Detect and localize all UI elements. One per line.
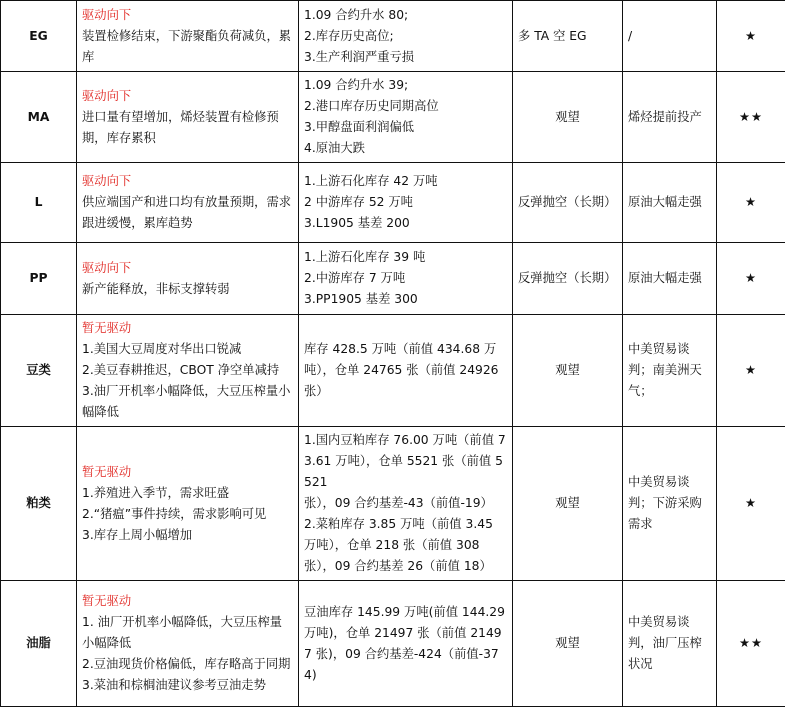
commodity-table-body — [1, 1, 785, 707]
logic-line: 3.油厂开机率小幅降低，大豆压榨量小幅降低 — [82, 381, 293, 423]
rating-stars: ★★ — [717, 72, 785, 163]
logic-line: 3.菜油和棕榈油建议参考豆油走势 — [82, 675, 293, 696]
driver-label: 暂无驱动 — [82, 462, 293, 483]
data-cell — [299, 315, 513, 427]
strategy-cell: 观望 — [513, 315, 623, 427]
driver-label: 暂无驱动 — [82, 591, 293, 612]
logic-line: 3.库存上周小幅增加 — [82, 525, 293, 546]
logic-cell — [77, 315, 299, 427]
strategy-cell: 观望 — [513, 72, 623, 163]
table-row — [1, 72, 785, 163]
risk-cell: 中美贸易谈判；南美洲天气； — [623, 315, 717, 427]
risk-cell: 原油大幅走强 — [623, 243, 717, 315]
rating-stars: ★★ — [717, 581, 785, 707]
risk-cell: 原油大幅走强 — [623, 163, 717, 243]
risk-cell: 中美贸易谈判；下游采购需求 — [623, 427, 717, 581]
logic-cell — [77, 427, 299, 581]
logic-line: 1.美国大豆周度对华出口锐减 — [82, 339, 293, 360]
data-line: 1.09 合约升水 80; — [304, 5, 507, 26]
rating-stars: ★ — [717, 243, 785, 315]
logic-line: 进口量有望增加，烯烃装置有检修预期，库存累积 — [82, 107, 293, 149]
data-line: 3.L1905 基差 200 — [304, 213, 507, 234]
logic-line: 2.美豆春耕推迟，CBOT 净空单减持 — [82, 360, 293, 381]
rating-stars: ★ — [717, 315, 785, 427]
risk-cell: 烯烃提前投产 — [623, 72, 717, 163]
commodity-name-cell: PP — [1, 243, 77, 315]
data-cell — [299, 1, 513, 72]
commodity-name-cell: MA — [1, 72, 77, 163]
commodity-name-cell: 粕类 — [1, 427, 77, 581]
data-line: 张），09 合约基差-43（前值-19） — [304, 493, 507, 514]
data-line: 2.中游库存 7 万吨 — [304, 268, 507, 289]
logic-line: 供应端国产和进口均有放量预期，需求跟进缓慢，累库趋势 — [82, 192, 293, 234]
data-line: 豆油库存 145.99 万吨(前值 144.29 万吨)，仓单 21497 张（前值 21497 张)，09 合约基差-424（前值-374) — [304, 602, 507, 686]
logic-line: 1.养殖进入季节，需求旺盛 — [82, 483, 293, 504]
driver-label: 驱动向下 — [82, 258, 293, 279]
strategy-cell: 反弹抛空（长期） — [513, 163, 623, 243]
table-row — [1, 315, 785, 427]
data-cell — [299, 163, 513, 243]
driver-label: 驱动向下 — [82, 86, 293, 107]
commodity-name-cell: L — [1, 163, 77, 243]
data-line: 2.菜粕库存 3.85 万吨（前值 3.45 万吨），仓单 218 张（前值 308 张），09 合约基差 26（前值 18） — [304, 514, 507, 577]
logic-cell — [77, 72, 299, 163]
logic-line: 新产能释放，非标支撑转弱 — [82, 279, 293, 300]
logic-cell — [77, 1, 299, 72]
strategy-cell: 观望 — [513, 427, 623, 581]
logic-cell — [77, 163, 299, 243]
data-line: 2.库存历史高位; — [304, 26, 507, 47]
logic-cell — [77, 243, 299, 315]
table-row — [1, 1, 785, 72]
data-cell — [299, 427, 513, 581]
logic-line: 装置检修结束，下游聚酯负荷减负，累库 — [82, 26, 293, 68]
commodity-name-cell: EG — [1, 1, 77, 72]
data-line: 3.甲醇盘面利润偏低 — [304, 117, 507, 138]
table-row — [1, 163, 785, 243]
risk-cell: / — [623, 1, 717, 72]
data-line: 1.上游石化库存 42 万吨 — [304, 171, 507, 192]
logic-line: 2.豆油现货价格偏低，库存略高于同期 — [82, 654, 293, 675]
logic-line: 1. 油厂开机率小幅降低，大豆压榨量小幅降低 — [82, 612, 293, 654]
table-row — [1, 243, 785, 315]
data-cell — [299, 243, 513, 315]
commodity-name-cell: 豆类 — [1, 315, 77, 427]
data-line: 4.原油大跌 — [304, 138, 507, 159]
data-line: 3.生产利润严重亏损 — [304, 47, 507, 68]
data-cell — [299, 72, 513, 163]
strategy-cell: 观望 — [513, 581, 623, 707]
driver-label: 驱动向下 — [82, 171, 293, 192]
logic-line: 2.“猪瘟”事件持续，需求影响可见 — [82, 504, 293, 525]
data-line: 2 中游库存 52 万吨 — [304, 192, 507, 213]
rating-stars: ★ — [717, 163, 785, 243]
strategy-cell: 反弹抛空（长期） — [513, 243, 623, 315]
rating-stars: ★ — [717, 427, 785, 581]
data-line: 1.09 合约升水 39; — [304, 75, 507, 96]
risk-cell: 中美贸易谈判，油厂压榨状况 — [623, 581, 717, 707]
table-row — [1, 427, 785, 581]
data-cell — [299, 581, 513, 707]
data-line: 3.PP1905 基差 300 — [304, 289, 507, 310]
driver-label: 驱动向下 — [82, 5, 293, 26]
data-line: 1.上游石化库存 39 吨 — [304, 247, 507, 268]
data-line: 2.港口库存历史同期高位 — [304, 96, 507, 117]
rating-stars: ★ — [717, 1, 785, 72]
driver-label: 暂无驱动 — [82, 318, 293, 339]
data-line: 库存 428.5 万吨（前值 434.68 万吨），仓单 24765 张（前值 24926 张） — [304, 339, 507, 402]
data-line: 1.国内豆粕库存 76.00 万吨（前值 73.61 万吨），仓单 5521 张（前值 5521 — [304, 430, 507, 493]
table-row — [1, 581, 785, 707]
commodity-name-cell: 油脂 — [1, 581, 77, 707]
logic-cell — [77, 581, 299, 707]
strategy-cell: 多 TA 空 EG — [513, 1, 623, 72]
